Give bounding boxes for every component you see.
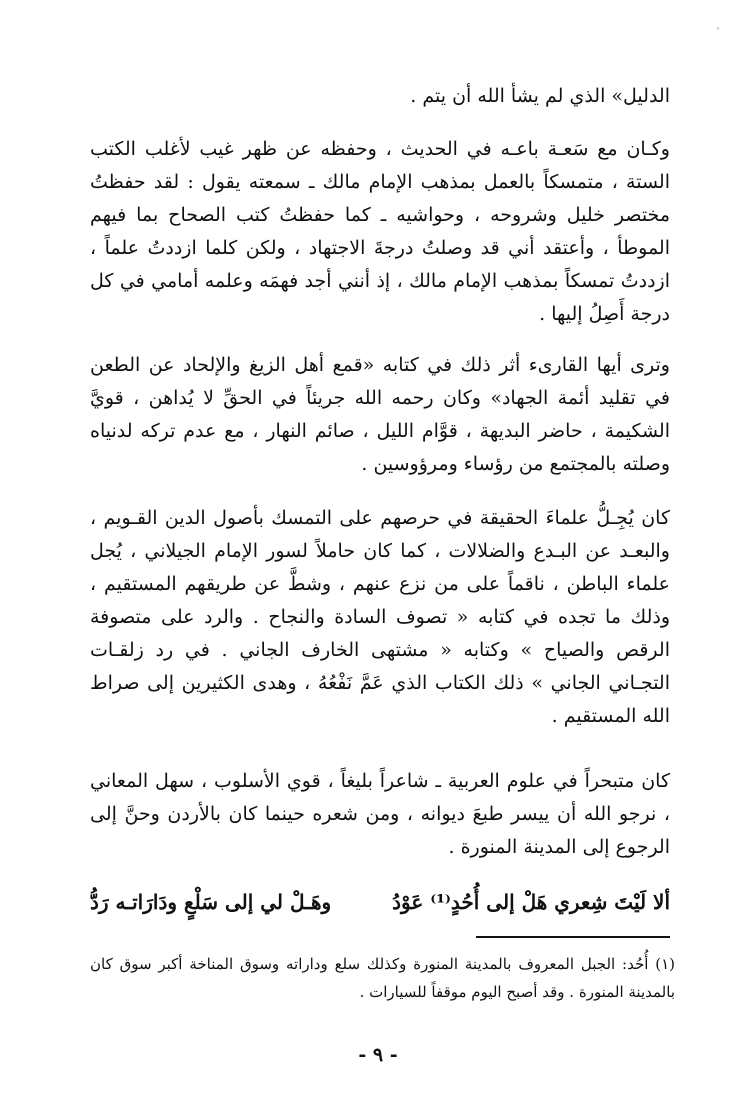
- poetry-verse: [90, 885, 670, 919]
- continuation-line: [90, 80, 670, 113]
- paragraph-text: وترى أيها القارىء أثر ذلك في كتابه «قمع أهل الزيغ والإلحاد عن الطعن في تقليد أئمة الجهاد» وكان رحمه الله جريئاً في الحقِّ لا يُداهن ، قويَّ الشكيمة ، حاضر البديهة ، قوَّام الليل ، صائم النهار ، مع عدم تركه لدنياه وصلته بالمجتمع من رؤساء ومرؤوسين .: [90, 354, 670, 475]
- footnote: [90, 950, 675, 1006]
- verse-first-hemistich: ألا لَيْتَ شِعري هَلْ إلى أُحُدٍ⁽¹⁾ عَوْدُ: [392, 890, 670, 914]
- paragraph-qam-ahl-al-zaygh: [90, 349, 670, 481]
- verse-second-hemistich: وهَـلْ لي إلى سَلْعٍ ودَارَاتـه رَدُّ: [90, 890, 332, 914]
- paragraph-text: كان متبحراً في علوم العربية ـ شاعراً بليغاً ، قوي الأسلوب ، سهل المعاني ، نرجو الله أن ييسر طبعَ ديوانه ، ومن شعره حينما كان بالأردن وحنَّ إلى الرجوع إلى المدينة المنورة .: [90, 770, 670, 858]
- paragraph-memory-and-madhhab: [90, 133, 670, 331]
- paragraph-text: وكـان مع سَعـة باعـه في الحديث ، وحفظه عن ظهر غيب لأغلب الكتب الستة ، متمسكاً بالعمل بمذهب الإمام مالك ـ سمعته يقول : لقد حفظتُ مختصر خليل وشروحه ، وحواشيه ـ كما حفظتُ كتب الصحاح بما فيهم الموطأ ، وأعتقد أني قد وصلتُ درجةَ الاجتهاد ، ولكن كلما ازددتُ علماً ، ازددتُ تمسكاً بمذهب الإمام مالك ، إذ أنني أجد فهمَه وعلمه أمامي في كل درجة أَصِلُ إليها .: [90, 138, 670, 325]
- footnote-text: (١) أُحُد: الجبل المعروف بالمدينة المنورة وكذلك سلع وداراته وسوق المناخة أكبر سوق كان بالمدينة المنورة . وقد أصبح اليوم موقفاً للسيارات .: [90, 955, 675, 1001]
- corner-mark: `: [716, 28, 721, 39]
- footnote-divider: [476, 936, 670, 938]
- paragraph-poetry: [90, 765, 670, 864]
- page-number: - ٩ -: [358, 1044, 398, 1066]
- paragraph-ulama-al-haqiqa: [90, 502, 670, 733]
- paragraph-text: كان يُجِـلُّ علماءَ الحقيقة في حرصهم على التمسك بأصول الدين القـويم ، والبعـد عن البـدع والضلالات ، كما كان حاملاً لسور الإمام الجيلاني ، يُجل علماء الباطن ، ناقماً على من نزع عنهم ، وشطَّ عن طريقهم المستقيم ، وذلك ما تجده في كتابه « تصوف السادة والنجاح . والرد على متصوفة الرقص والصياح » وكتابه « مشتهى الخارف الجاني . في رد زلقـات التجـاني الجاني » ذلك الكتاب الذي عَمَّ نَفْعُهُ ، وهدى الكثيرين إلى صراط الله المستقيم .: [90, 507, 670, 727]
- paragraph-text: الدليل» الذي لم يشأ الله أن يتم .: [410, 85, 670, 107]
